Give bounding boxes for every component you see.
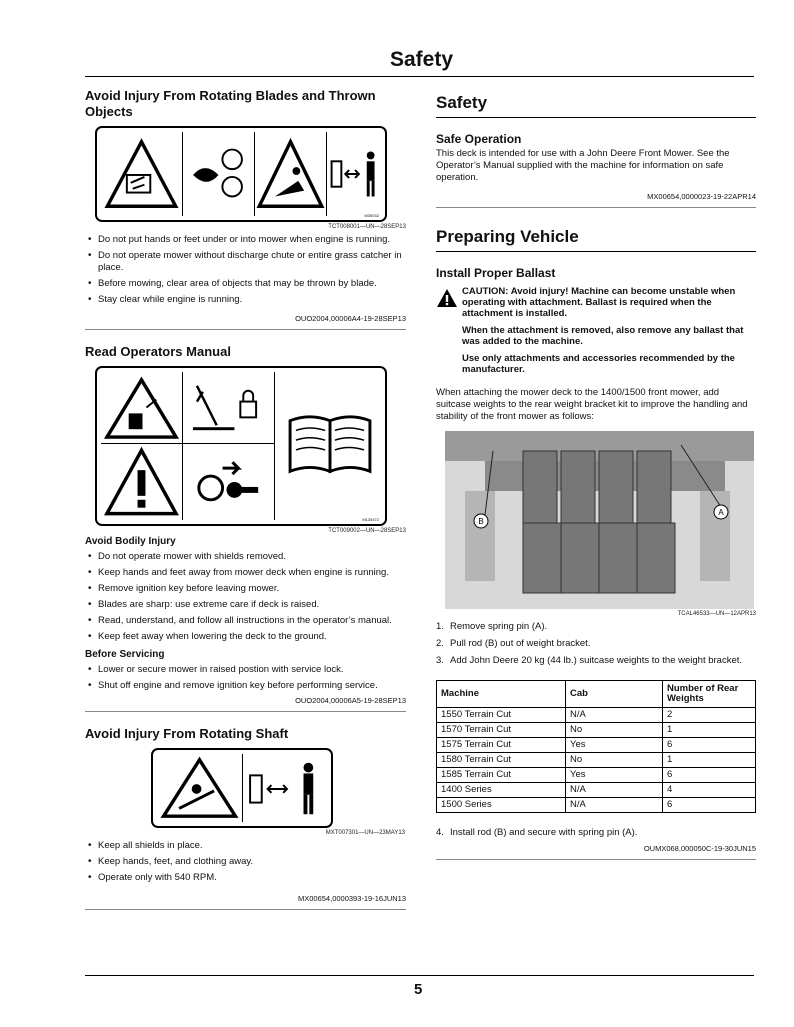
table-cell: No xyxy=(566,753,663,768)
table-cell: No xyxy=(566,723,663,738)
rotating-blade-icon xyxy=(183,132,255,216)
table-cell: Yes xyxy=(566,768,663,783)
table-cell: 6 xyxy=(663,798,756,813)
list-item: • Stay clear while engine is running. xyxy=(85,294,406,306)
section-divider xyxy=(85,329,406,330)
list-item: • Keep hands and feet away from mower deck when engine is running. xyxy=(85,567,406,579)
list-item: • Remove ignition key before leaving mower. xyxy=(85,583,406,595)
step-text: Pull rod (B) out of weight bracket. xyxy=(450,638,591,649)
table-cell: 1 xyxy=(663,753,756,768)
service-lock-icon xyxy=(183,372,275,444)
weights-illustration xyxy=(445,431,754,609)
step-text: Install rod (B) and secure with spring pin (A). xyxy=(450,827,638,838)
page-number: 5 xyxy=(414,981,423,998)
table-cell: 1585 Terrain Cut xyxy=(437,768,566,783)
list-item: • Do not operate mower without discharge chute or entire grass catcher in place. xyxy=(85,250,406,274)
table-row xyxy=(437,798,756,813)
left-column xyxy=(85,88,406,924)
table-cell: 1575 Terrain Cut xyxy=(437,738,566,753)
manual-book-icon xyxy=(275,372,385,520)
suitcase-weights-photo xyxy=(445,431,754,609)
table-row xyxy=(437,723,756,738)
keep-distance-icon xyxy=(243,754,331,822)
caution-text: When the attachment is removed, also remove any ballast that was added to the machine. xyxy=(462,325,744,347)
figure-caption: TCT009002—UN—28SEP13 xyxy=(328,528,406,534)
table-cell: 1580 Terrain Cut xyxy=(437,753,566,768)
list-item: • Do not operate mower with shields removed. xyxy=(85,551,406,563)
blades-safety-decal xyxy=(95,126,387,222)
list-item xyxy=(436,621,756,632)
thrown-objects-warning-icon xyxy=(101,132,183,216)
general-warning-icon xyxy=(101,444,183,520)
label-a: A xyxy=(718,508,724,517)
table-row xyxy=(437,753,756,768)
list-item: • Keep feet away when lowering the deck to the ground. xyxy=(85,631,406,643)
step-text: Add John Deere 20 kg (44 lb.) suitcase weights to the weight bracket. xyxy=(450,655,743,666)
step-number: 1. xyxy=(436,621,444,632)
reference-code: MX00654,0000393-19-16JUN13 xyxy=(298,894,406,903)
table-row xyxy=(437,768,756,783)
foot-injury-warning-icon xyxy=(101,372,183,444)
reference-code: OUMX068,000050C-19-30JUN15 xyxy=(643,844,756,853)
footer-rule xyxy=(85,975,754,976)
table-row xyxy=(437,708,756,723)
table-cell: 1550 Terrain Cut xyxy=(437,708,566,723)
step-number: 2. xyxy=(436,638,444,649)
table-cell: 6 xyxy=(663,738,756,753)
table-cell: 1500 Series xyxy=(437,798,566,813)
reference-code: MX00654,0000023-19-22APR14 xyxy=(647,192,756,201)
list-item: • Before mowing, clear area of objects that may be thrown by blade. xyxy=(85,278,406,290)
right-column xyxy=(436,92,756,874)
column-header: Number of Rear Weights xyxy=(663,681,756,708)
shaft-bullets xyxy=(85,840,406,884)
list-item: • Operate only with 540 RPM. xyxy=(85,872,406,884)
heading-rule xyxy=(436,251,756,252)
list-item xyxy=(436,655,756,666)
safe-operation-text: This deck is intended for use with a John Deere Front Mower. See the Operator’s Manual supplied with the machine for information on safe operation. xyxy=(436,148,730,183)
before-servicing-title: Before Servicing xyxy=(85,649,165,660)
bodily-injury-title: Avoid Bodily Injury xyxy=(85,536,176,547)
list-item: • Blades are sharp: use extreme care if deck is raised. xyxy=(85,599,406,611)
column-header: Cab xyxy=(566,681,663,708)
step-number: 4. xyxy=(436,827,444,838)
figure-code: M35032 xyxy=(364,213,379,218)
list-item: • Lower or secure mower in raised postion with service lock. xyxy=(85,664,406,676)
section-divider xyxy=(85,909,406,910)
ballast-steps xyxy=(436,621,756,666)
table-cell: 1400 Series xyxy=(437,783,566,798)
table-cell: 4 xyxy=(663,783,756,798)
section-divider xyxy=(436,859,756,860)
column-header: Machine xyxy=(437,681,566,708)
heading-rule xyxy=(436,117,756,118)
reference-code: OUO2004,00006A5-19-28SEP13 xyxy=(295,696,406,705)
figure-code: M135472 xyxy=(362,517,379,522)
table-cell: 2 xyxy=(663,708,756,723)
caution-icon xyxy=(436,288,458,308)
list-item: • Do not put hands or feet under or into mower when engine is running. xyxy=(85,234,406,246)
figure-caption: MXT007301—UN—23MAY13 xyxy=(325,830,405,836)
section-divider xyxy=(436,207,756,208)
shaft-title: Avoid Injury From Rotating Shaft xyxy=(85,726,289,741)
operators-title: Read Operators Manual xyxy=(85,344,231,359)
table-cell: 1 xyxy=(663,723,756,738)
table-header-row xyxy=(437,681,756,708)
step-text: Remove spring pin (A). xyxy=(450,621,548,632)
blade-contact-warning-icon xyxy=(255,132,327,216)
preparing-heading: Preparing Vehicle xyxy=(436,227,579,246)
list-item xyxy=(436,827,756,838)
caution-text: CAUTION: Avoid injury! Machine can become unstable when operating with attachment. Ballast is required when the attachment is installed. xyxy=(462,286,736,319)
section-divider xyxy=(85,711,406,712)
figure-caption: TCT008001—UN—28SEP13 xyxy=(328,224,406,230)
list-item xyxy=(436,638,756,649)
bodily-bullets xyxy=(85,551,406,643)
caution-block xyxy=(436,286,756,375)
caution-text: Use only attachments and accessories recommended by the manufacturer. xyxy=(462,353,735,375)
table-cell: 1570 Terrain Cut xyxy=(437,723,566,738)
header-rule xyxy=(85,76,754,77)
ballast-instructions: When attaching the mower deck to the 1400/1500 front mower, add suitcase weights to the rear weight bracket kit to improve the handling and stability of the front mower as follows: xyxy=(436,387,748,422)
list-item: • Keep hands, feet, and clothing away. xyxy=(85,856,406,868)
table-cell: N/A xyxy=(566,708,663,723)
keep-distance-icon xyxy=(327,132,385,216)
blades-bullets xyxy=(85,234,406,306)
table-row xyxy=(437,738,756,753)
table-row xyxy=(437,783,756,798)
operators-manual-decal xyxy=(95,366,387,526)
step-number: 3. xyxy=(436,655,444,666)
blades-title: Avoid Injury From Rotating Blades and Thrown Objects xyxy=(85,88,376,119)
ballast-title: Install Proper Ballast xyxy=(436,266,556,280)
table-cell: 6 xyxy=(663,768,756,783)
servicing-bullets xyxy=(85,664,406,692)
list-item: • Read, understand, and follow all instructions in the operator’s manual. xyxy=(85,615,406,627)
rear-weights-table xyxy=(436,680,756,813)
entanglement-warning-icon xyxy=(157,754,243,822)
remove-key-icon xyxy=(183,444,275,520)
table-cell: N/A xyxy=(566,783,663,798)
table-cell: Yes xyxy=(566,738,663,753)
rotating-shaft-decal xyxy=(151,748,333,828)
figure-caption: TCAL46533—UN—12APR13 xyxy=(677,611,756,617)
final-step xyxy=(436,827,756,838)
table-cell: N/A xyxy=(566,798,663,813)
safe-operation-title: Safe Operation xyxy=(436,132,522,146)
list-item: • Shut off engine and remove ignition key before performing service. xyxy=(85,680,406,692)
list-item: • Keep all shields in place. xyxy=(85,840,406,852)
reference-code: OUO2004,00006A4-19-28SEP13 xyxy=(295,314,406,323)
label-b: B xyxy=(478,517,484,526)
safety-heading: Safety xyxy=(436,93,488,112)
page-title: Safety xyxy=(390,48,454,71)
